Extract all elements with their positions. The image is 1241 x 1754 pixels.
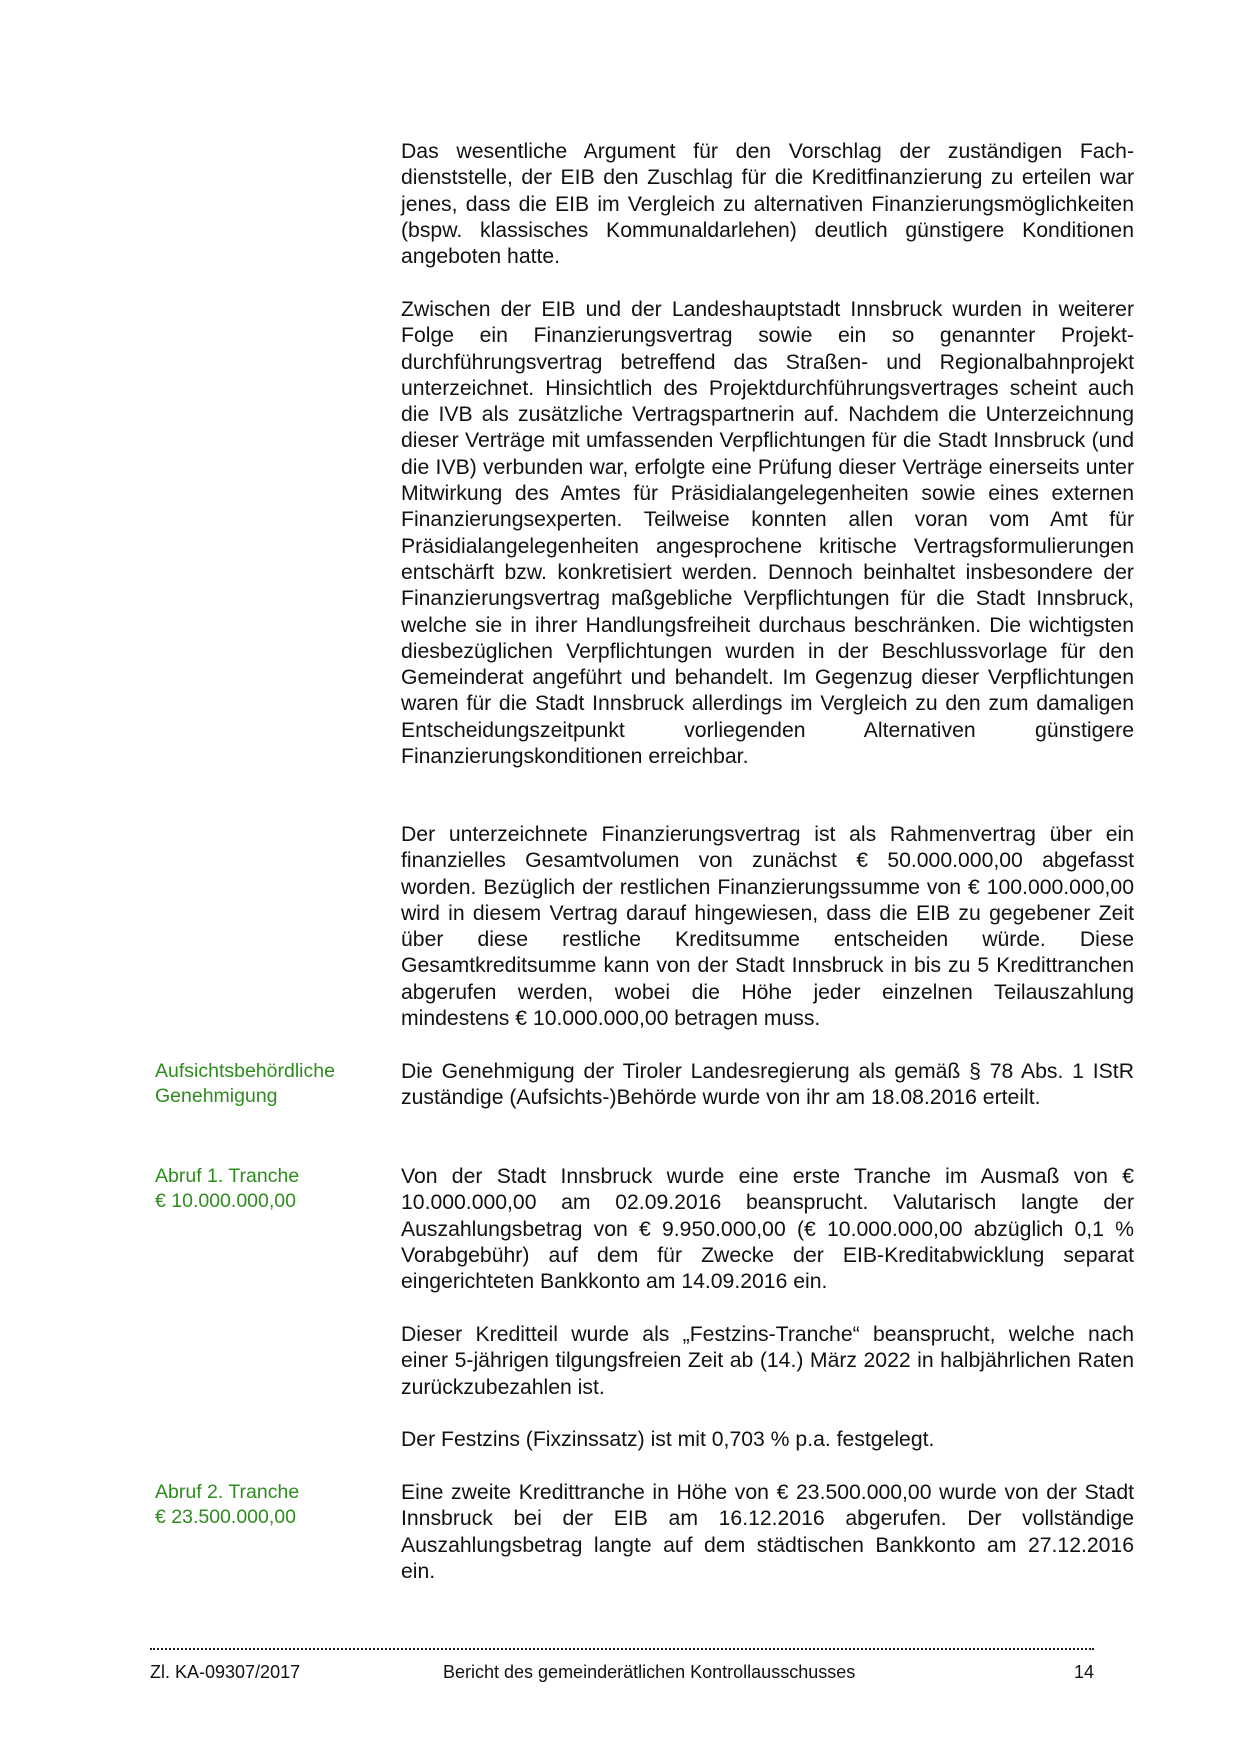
paragraph-approval: Die Genehmigung der Tiroler Landesregierung als gemäß § 78 Abs. 1 IStR zuständige (Aufsichts-)Behörde wurde von ihr am 18.08.2016 erteilt. [401, 1060, 1134, 1110]
margin-note-approval-line1: Aufsichtsbehördliche [155, 1060, 335, 1082]
paragraph-argument: Das wesentliche Argument für den Vorschlag der zuständigen Fachdienststelle, der EIB den Zuschlag für die Kreditfinanzierung zu erteilen war jenes, dass die EIB im Vergleich zu alternativen Finanzierungsmöglichkeiten (bspw. klassisches Kommunaldarlehen) deutlich günstigere Konditionen angeboten hatte. [401, 140, 1134, 269]
margin-note-tranche-2 [155, 1480, 375, 1530]
paragraph-fixed-rate: Der Festzins (Fixzinssatz) ist mit 0,703 % p.a. festgelegt. [401, 1428, 935, 1451]
paragraph-framework-contract: Der unterzeichnete Finanzierungsvertrag ist als Rahmenvertrag über ein finanzielles Gesamtvolumen von zunächst € 50.000.000,00 abgefasst worden. Bezüglich der restlichen Finanzierungssumme von € 100.000.000,00 wird in diesem Vertrag darauf hingewiesen, dass die EIB zu gegebener Zeit über diese restliche Kreditsumme entscheiden würde. Diese Gesamtkreditsumme kann von der Stadt Innsbruck in bis zu 5 Kredittranchen abgerufen werden, wobei die Höhe jeder einzelnen Teilauszahlung mindestens € 10.000.000,00 betragen muss. [401, 823, 1134, 1031]
paragraph-fixed-rate-tranche: Dieser Kreditteil wurde als „Festzins-Tranche“ beansprucht, welche nach einer 5-jährigen tilgungsfreien Zeit ab (14.) März 2022 in halbjährlichen Raten zurückzubezahlen ist. [401, 1323, 1134, 1399]
footer-reference: Zl. KA-09307/2017 [150, 1662, 301, 1682]
margin-note-tranche-1-line2: € 10.000.000,00 [155, 1190, 296, 1212]
paragraph-contracts: Zwischen der EIB und der Landeshauptstadt Innsbruck wurden in weiterer Folge ein Finanzierungsvertrag sowie ein so genannter Projektdurchführungsvertrag betreffend das Straßen- und Regionalbahnprojekt unterzeichnet. Hinsichtlich des Projektdurchführungsvertrages scheint auch die IVB als zusätzliche Vertragspartnerin auf. Nachdem die Unterzeichnung dieser Verträge mit umfassenden Verpflichtungen für die Stadt Innsbruck (und die IVB) verbunden war, erfolgte eine Prüfung dieser Verträge einerseits unter Mitwirkung des Amtes für Präsidialangelegenheiten sowie eines externen Finanzierungsexperten. Teilweise konnten allen voran vom Amt für Präsidialangelegenheiten angesprochene kritische Vertragsformulierungen entschärft bzw. konkretisiert werden. Dennoch beinhaltet insbesondere der Finanzierungsvertrag maßgebliche Verpflichtungen für die Stadt Innsbruck, welche sie in ihrer Handlungsfreiheit durchaus beschränken. Die wichtigsten diesbezüglichen Verpflichtungen wurden in der Beschlussvorlage für den Gemeinderat angeführt und behandelt. Im Gegenzug dieser Verpflichtungen waren für die Stadt Innsbruck allerdings im Vergleich zu den zum damaligen Entscheidungszeitpunkt vorliegenden Alternativen günstigere Finanzierungskonditionen erreichbar. [401, 298, 1134, 769]
footer-dotted-rule [150, 1648, 1094, 1650]
margin-note-tranche-2-line1: Abruf 2. Tranche [155, 1481, 300, 1503]
footer-report-title: Bericht des gemeinderätlichen Kontrollausschusses [443, 1662, 856, 1682]
margin-note-tranche-1 [155, 1164, 375, 1214]
margin-note-approval-line2: Genehmigung [155, 1085, 278, 1107]
paragraph-tranche-2: Eine zweite Kredittranche in Höhe von € 23.500.000,00 wurde von der Stadt Innsbruck bei der EIB am 16.12.2016 abgerufen. Der vollständige Auszahlungsbetrag langte auf dem städtischen Bankkonto am 27.12.2016 ein. [401, 1481, 1134, 1583]
page-number: 14 [1074, 1662, 1095, 1682]
paragraph-tranche-1: Von der Stadt Innsbruck wurde eine erste Tranche im Ausmaß von € 10.000.000,00 am 02.09.2016 beansprucht. Valutarisch langte der Auszahlungsbetrag von € 9.950.000,00 (€ 10.000.000,00 abzüglich 0,1 % Vorabgebühr) auf dem für Zwecke der EIB-Kreditabwicklung separat eingerichteten Bankkonto am 14.09.2016 ein. [401, 1165, 1134, 1294]
margin-note-tranche-2-line2: € 23.500.000,00 [155, 1506, 296, 1528]
margin-note-tranche-1-line1: Abruf 1. Tranche [155, 1165, 300, 1187]
margin-note-approval [155, 1059, 375, 1109]
